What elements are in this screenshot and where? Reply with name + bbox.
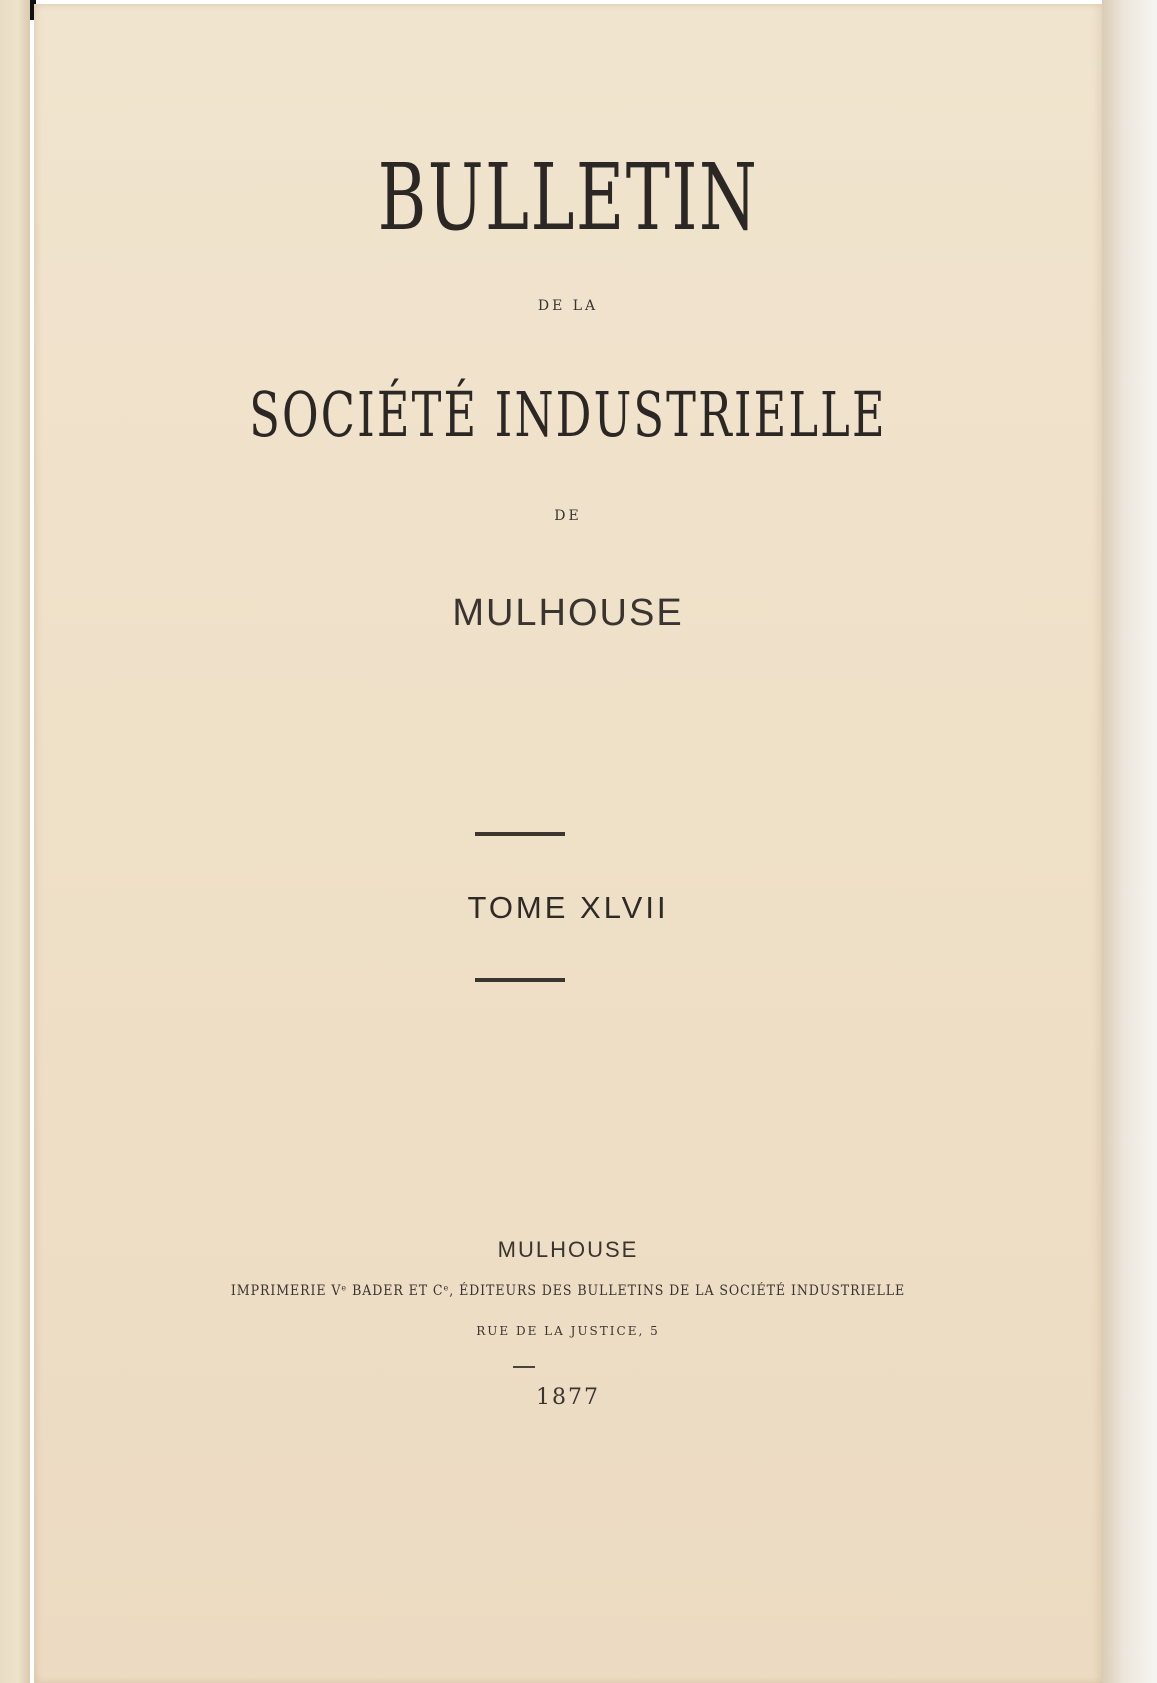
connector-de-la: DE LA	[537, 298, 599, 314]
imprint-address: RUE DE LA JUSTICE, 5	[476, 1324, 660, 1338]
divider-top	[475, 832, 565, 836]
publication-year: 1877	[536, 1385, 600, 1410]
bulletin-title: BULLETIN	[377, 144, 759, 251]
divider-bottom	[475, 978, 565, 982]
connector-de: DE	[554, 508, 582, 524]
imprint-printer: IMPRIMERIE Vᵉ BADER ET Cᵉ, ÉDITEURS DES BULLETINS DE LA SOCIÉTÉ INDUSTRIELLE	[230, 1283, 906, 1299]
next-page-edge	[1102, 0, 1157, 1683]
volume-label: TOME XLVII	[467, 890, 669, 925]
city-name: MULHOUSE	[452, 592, 684, 634]
previous-page-edge	[0, 0, 30, 1683]
society-name: SOCIÉTÉ INDUSTRIELLE	[249, 378, 887, 451]
imprint-divider	[513, 1366, 535, 1368]
imprint-city: MULHOUSE	[497, 1237, 639, 1262]
title-page	[34, 4, 1102, 1683]
